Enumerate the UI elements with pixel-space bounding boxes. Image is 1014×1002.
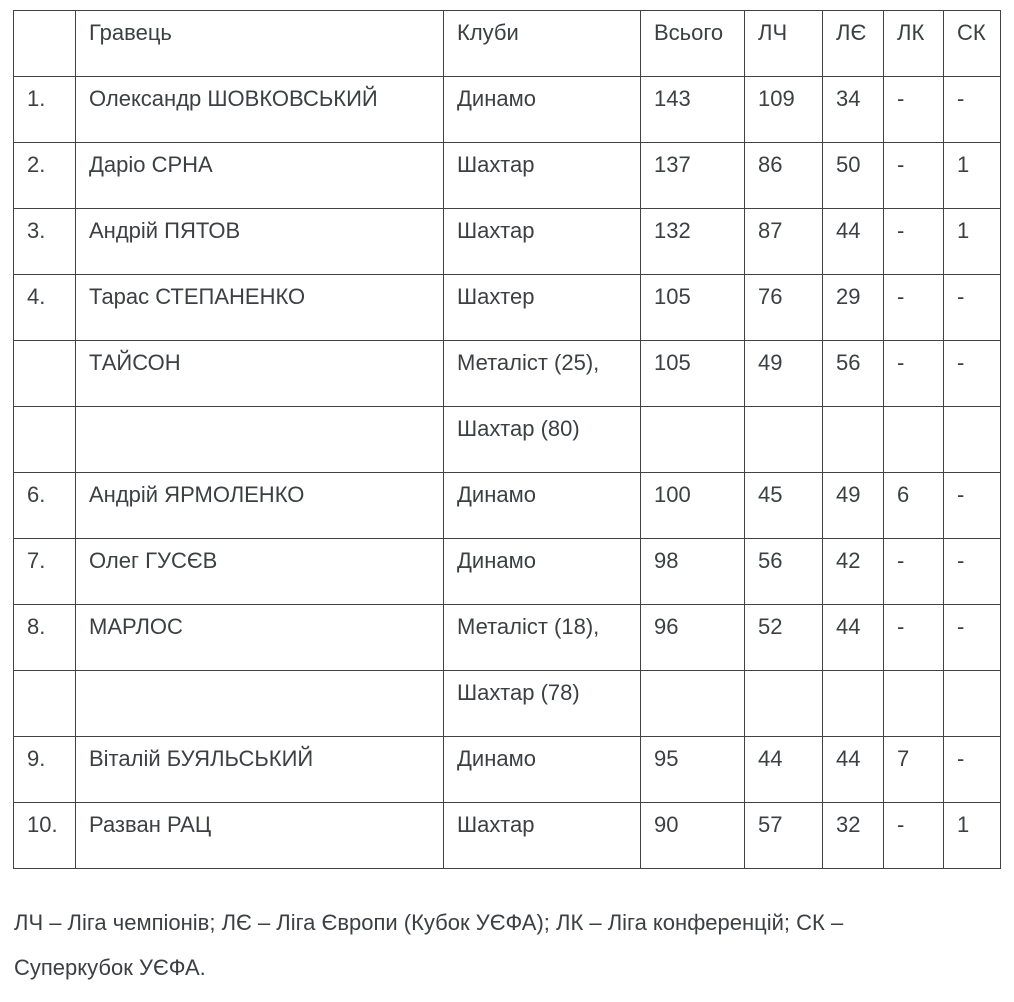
column-header-4: ЛЧ — [745, 11, 823, 77]
table-cell: 132 — [641, 209, 745, 275]
table-cell: 100 — [641, 473, 745, 539]
column-header-1: Гравець — [76, 11, 444, 77]
table-cell: - — [884, 803, 944, 869]
table-cell: 105 — [641, 275, 745, 341]
table-cell: 105 — [641, 341, 745, 407]
table-cell: 29 — [823, 275, 884, 341]
table-cell: 1 — [944, 209, 1001, 275]
table-cell: Динамо — [444, 737, 641, 803]
table-cell: 52 — [745, 605, 823, 671]
table-cell: 45 — [745, 473, 823, 539]
table-row — [14, 407, 1001, 473]
table-cell: 56 — [823, 341, 884, 407]
table-cell: Тарас СТЕПАНЕНКО — [76, 275, 444, 341]
table-cell: Даріо СРНА — [76, 143, 444, 209]
table-cell: 95 — [641, 737, 745, 803]
table-cell: 6 — [884, 473, 944, 539]
column-header-7: СК — [944, 11, 1001, 77]
table-cell: 2. — [14, 143, 76, 209]
table-cell: Динамо — [444, 77, 641, 143]
table-cell: - — [884, 209, 944, 275]
table-cell: 10. — [14, 803, 76, 869]
table-cell: Андрій ЯРМОЛЕНКО — [76, 473, 444, 539]
table-cell: 4. — [14, 275, 76, 341]
table-cell — [823, 407, 884, 473]
table-cell: - — [884, 77, 944, 143]
table-cell: Шахтар (78) — [444, 671, 641, 737]
column-header-3: Всього — [641, 11, 745, 77]
table-row — [14, 539, 1001, 605]
table-cell: 87 — [745, 209, 823, 275]
table-cell: Динамо — [444, 539, 641, 605]
table-cell: 1 — [944, 143, 1001, 209]
table-cell: Динамо — [444, 473, 641, 539]
table-row — [14, 605, 1001, 671]
table-cell: 137 — [641, 143, 745, 209]
table-row — [14, 671, 1001, 737]
table-cell: Металіст (18), — [444, 605, 641, 671]
table-row — [14, 77, 1001, 143]
table-cell — [76, 671, 444, 737]
legend-line-1: ЛЧ – Ліга чемпіонів; ЛЄ – Ліга Європи (Кубок УЄФА); ЛК – Ліга конференцій; СК – — [14, 910, 844, 935]
column-header-0 — [14, 11, 76, 77]
table-cell — [944, 671, 1001, 737]
table-cell: - — [944, 341, 1001, 407]
legend-line-2: Суперкубок УЄФА. — [14, 955, 206, 980]
table-cell — [14, 671, 76, 737]
table-cell: 32 — [823, 803, 884, 869]
table-cell: 9. — [14, 737, 76, 803]
table-cell: 1 — [944, 803, 1001, 869]
table-cell — [944, 407, 1001, 473]
legend-text — [14, 900, 1000, 990]
table-row — [14, 341, 1001, 407]
table-row — [14, 803, 1001, 869]
table-cell: Шахтер — [444, 275, 641, 341]
table-cell: - — [884, 275, 944, 341]
table-cell: 6. — [14, 473, 76, 539]
table-cell: 1. — [14, 77, 76, 143]
table-cell: МАРЛОС — [76, 605, 444, 671]
table-cell: Шахтар — [444, 803, 641, 869]
table-cell — [14, 341, 76, 407]
table-cell: - — [944, 539, 1001, 605]
header-row — [14, 11, 1001, 77]
table-cell: - — [944, 473, 1001, 539]
column-header-6: ЛК — [884, 11, 944, 77]
table-cell: 56 — [745, 539, 823, 605]
table-cell: Металіст (25), — [444, 341, 641, 407]
table-cell: - — [944, 737, 1001, 803]
table-cell: 143 — [641, 77, 745, 143]
table-body — [14, 77, 1001, 869]
table-cell: Андрій ПЯТОВ — [76, 209, 444, 275]
table-cell: Разван РАЦ — [76, 803, 444, 869]
table-row — [14, 275, 1001, 341]
table-cell: 90 — [641, 803, 745, 869]
table-cell: 3. — [14, 209, 76, 275]
table-cell: - — [884, 605, 944, 671]
table-cell: Олег ГУСЄВ — [76, 539, 444, 605]
table-cell: 44 — [745, 737, 823, 803]
table-cell: ТАЙСОН — [76, 341, 444, 407]
table-cell: 42 — [823, 539, 884, 605]
table-cell: 8. — [14, 605, 76, 671]
table-cell — [641, 671, 745, 737]
table-cell: 44 — [823, 737, 884, 803]
table-cell: 109 — [745, 77, 823, 143]
table-cell: - — [884, 341, 944, 407]
table-row — [14, 473, 1001, 539]
table-cell: 50 — [823, 143, 884, 209]
table-cell: - — [884, 143, 944, 209]
table-cell — [884, 671, 944, 737]
table-cell — [823, 671, 884, 737]
table-cell — [76, 407, 444, 473]
table-cell: 7. — [14, 539, 76, 605]
table-row — [14, 209, 1001, 275]
table-cell — [745, 407, 823, 473]
table-cell — [884, 407, 944, 473]
table-cell: 34 — [823, 77, 884, 143]
table-cell: Шахтар — [444, 143, 641, 209]
table-row — [14, 737, 1001, 803]
table-cell: 7 — [884, 737, 944, 803]
table-cell: - — [944, 77, 1001, 143]
table-cell — [14, 407, 76, 473]
table-cell: - — [944, 605, 1001, 671]
column-header-2: Клуби — [444, 11, 641, 77]
table-cell — [745, 671, 823, 737]
column-header-5: ЛЄ — [823, 11, 884, 77]
table-cell: 44 — [823, 605, 884, 671]
table-cell: 44 — [823, 209, 884, 275]
table-cell: 76 — [745, 275, 823, 341]
table-cell: 49 — [823, 473, 884, 539]
players-table — [13, 10, 1001, 869]
table-row — [14, 143, 1001, 209]
table-cell: - — [944, 275, 1001, 341]
table-cell: Шахтар (80) — [444, 407, 641, 473]
table-cell: Шахтар — [444, 209, 641, 275]
table-cell: 98 — [641, 539, 745, 605]
table-cell: - — [884, 539, 944, 605]
table-cell — [641, 407, 745, 473]
table-head — [14, 11, 1001, 77]
table-cell: Віталій БУЯЛЬСЬКИЙ — [76, 737, 444, 803]
table-cell: 49 — [745, 341, 823, 407]
table-cell: 57 — [745, 803, 823, 869]
table-cell: Олександр ШОВКОВСЬКИЙ — [76, 77, 444, 143]
table-cell: 86 — [745, 143, 823, 209]
table-cell: 96 — [641, 605, 745, 671]
